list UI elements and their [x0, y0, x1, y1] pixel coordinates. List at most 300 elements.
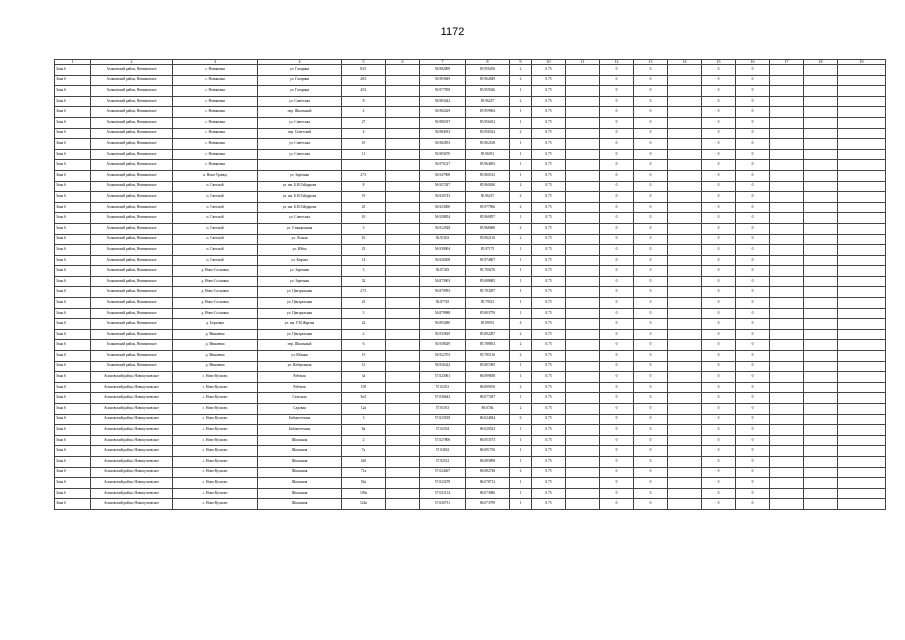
street-cell: Сельская	[258, 393, 342, 404]
col14-cell	[668, 276, 702, 287]
col14-cell	[668, 298, 702, 309]
col12-cell: 0	[600, 382, 634, 393]
col15-cell: 0	[702, 446, 736, 457]
longitude-cell: 85.803759	[466, 308, 510, 319]
col13-cell: 0	[634, 435, 668, 446]
house-cell: 10	[342, 139, 386, 150]
col6-cell	[386, 117, 420, 128]
col6-cell	[386, 393, 420, 404]
table-body	[55, 60, 886, 510]
col13-cell: 0	[634, 287, 668, 298]
volume-cell: 0.75	[532, 329, 566, 340]
col13-cell: 0	[634, 488, 668, 499]
col6-cell	[386, 181, 420, 192]
col6-cell	[386, 149, 420, 160]
longitude-cell: 86.077287	[466, 393, 510, 404]
col13-cell: 0	[634, 149, 668, 160]
count-cell: 2	[510, 65, 532, 76]
latitude-cell: 56.928854	[420, 213, 466, 224]
zone-cell: Зона 6	[55, 319, 91, 330]
col17-cell	[770, 86, 804, 97]
col17-cell	[770, 202, 804, 213]
longitude-cell: 85.785116	[466, 351, 510, 362]
longitude-cell: 85.962849	[466, 75, 510, 86]
zone-cell: Зона 6	[55, 202, 91, 213]
col18-cell	[804, 255, 838, 266]
street-cell: ул. им. Г.М.Жарова	[258, 319, 342, 330]
table-row	[55, 117, 886, 128]
latitude-cell: 57.02334	[420, 425, 466, 436]
street-cell: ул. им. Б.Н.Гайдарова	[258, 181, 342, 192]
house-cell: 42б	[342, 456, 386, 467]
col12-cell: 0	[600, 361, 634, 372]
zone-cell: Зона 6	[55, 266, 91, 277]
street-cell: Школьная	[258, 456, 342, 467]
zone-cell: Зона 6	[55, 255, 91, 266]
col14-cell	[668, 287, 702, 298]
latitude-cell: 56.938029	[420, 340, 466, 351]
latitude-cell: 56.927027	[420, 181, 466, 192]
col18-cell	[804, 488, 838, 499]
col19-cell	[838, 456, 886, 467]
col16-cell: 0	[736, 181, 770, 192]
col14-cell	[668, 192, 702, 203]
house-cell: 23	[342, 298, 386, 309]
longitude-cell: 85.960857	[466, 213, 510, 224]
latitude-cell: 56.938004	[420, 245, 466, 256]
col12-cell: 0	[600, 478, 634, 489]
zone-cell: Зона 6	[55, 234, 91, 245]
col6-cell	[386, 467, 420, 478]
street-cell: ул. Советская	[258, 213, 342, 224]
col12-cell: 0	[600, 308, 634, 319]
col19-cell	[838, 234, 886, 245]
column-number: 4	[258, 60, 342, 65]
latitude-cell: 57.036643	[420, 393, 466, 404]
longitude-cell: 85.807485	[466, 361, 510, 372]
region-cell: Асиновский район, Новиковское	[91, 361, 173, 372]
longitude-cell: 86.083898	[466, 456, 510, 467]
table-row	[55, 192, 886, 203]
col16-cell: 0	[736, 372, 770, 383]
col12-cell: 0	[600, 319, 634, 330]
volume-cell: 0.75	[532, 96, 566, 107]
registry-table	[54, 59, 886, 510]
latitude-cell: 56.977958	[420, 86, 466, 97]
col18-cell	[804, 414, 838, 425]
house-cell: 32	[342, 276, 386, 287]
volume-cell: 0.75	[532, 128, 566, 139]
count-cell: 1	[510, 435, 532, 446]
col16-cell: 0	[736, 213, 770, 224]
count-cell: 1	[510, 446, 532, 457]
street-cell: ул. Советская	[258, 117, 342, 128]
longitude-cell: 86.024844	[466, 414, 510, 425]
region-cell: Асиновский район, Новиковское	[91, 213, 173, 224]
longitude-cell: 85.700276	[466, 266, 510, 277]
settlement-cell: с. Новиковка	[173, 65, 258, 76]
col13-cell: 0	[634, 96, 668, 107]
house-cell: 6	[342, 340, 386, 351]
volume-cell: 0.75	[532, 139, 566, 150]
col11-cell	[566, 414, 600, 425]
col17-cell	[770, 319, 804, 330]
col17-cell	[770, 446, 804, 457]
table-row	[55, 329, 886, 340]
table-row	[55, 319, 886, 330]
zone-cell: Зона 6	[55, 361, 91, 372]
latitude-cell: 57.027806	[420, 435, 466, 446]
zone-cell: Зона 6	[55, 276, 91, 287]
col14-cell	[668, 128, 702, 139]
region-cell: Асиновский район, Новокусковское	[91, 414, 173, 425]
house-cell: 7а	[342, 446, 386, 457]
longitude-cell: 85.968686	[466, 223, 510, 234]
volume-cell: 0.75	[532, 287, 566, 298]
longitude-cell: 86.009106	[466, 382, 510, 393]
col17-cell	[770, 414, 804, 425]
col12-cell: 0	[600, 414, 634, 425]
table-row	[55, 86, 886, 97]
col16-cell: 0	[736, 266, 770, 277]
col11-cell	[566, 404, 600, 415]
col17-cell	[770, 160, 804, 171]
col16-cell: 0	[736, 202, 770, 213]
column-number: 17	[770, 60, 804, 65]
col11-cell	[566, 117, 600, 128]
col19-cell	[838, 223, 886, 234]
latitude-cell: 56.870993	[420, 287, 466, 298]
col16-cell: 0	[736, 170, 770, 181]
col17-cell	[770, 181, 804, 192]
region-cell: Асиновский район, Новиковское	[91, 128, 173, 139]
col18-cell	[804, 361, 838, 372]
col6-cell	[386, 234, 420, 245]
col6-cell	[386, 128, 420, 139]
col15-cell: 0	[702, 170, 736, 181]
col16-cell: 0	[736, 393, 770, 404]
house-cell: 3	[342, 414, 386, 425]
col13-cell: 0	[634, 170, 668, 181]
col13-cell: 0	[634, 382, 668, 393]
zone-cell: Зона 6	[55, 245, 91, 256]
col12-cell: 0	[600, 329, 634, 340]
col11-cell	[566, 170, 600, 181]
col12-cell: 0	[600, 435, 634, 446]
col14-cell	[668, 255, 702, 266]
col11-cell	[566, 435, 600, 446]
zone-cell: Зона 6	[55, 128, 91, 139]
column-number: 8	[466, 60, 510, 65]
col13-cell: 0	[634, 86, 668, 97]
col17-cell	[770, 467, 804, 478]
col18-cell	[804, 65, 838, 76]
latitude-cell: 57.01013	[420, 404, 466, 415]
settlement-cell: с. Ново-Кусково	[173, 446, 258, 457]
latitude-cell: 56.87745	[420, 298, 466, 309]
col15-cell: 0	[702, 372, 736, 383]
col14-cell	[668, 117, 702, 128]
col6-cell	[386, 319, 420, 330]
col13-cell: 0	[634, 160, 668, 171]
col16-cell: 0	[736, 308, 770, 319]
col18-cell	[804, 382, 838, 393]
col15-cell: 0	[702, 287, 736, 298]
region-cell: Асиновский район, Новиковское	[91, 223, 173, 234]
region-cell: Асиновский район, Новиковское	[91, 107, 173, 118]
col19-cell	[838, 404, 886, 415]
count-cell: 1	[510, 393, 532, 404]
col18-cell	[804, 287, 838, 298]
col14-cell	[668, 86, 702, 97]
region-cell: Асиновский район, Новокусковское	[91, 393, 173, 404]
zone-cell: Зона 6	[55, 488, 91, 499]
street-cell: Школьная	[258, 446, 342, 457]
count-cell: 1	[510, 425, 532, 436]
col15-cell: 0	[702, 478, 736, 489]
count-cell: 2	[510, 467, 532, 478]
volume-cell: 0.75	[532, 488, 566, 499]
region-cell: Асиновский район, Новокусковское	[91, 499, 173, 510]
col15-cell: 0	[702, 266, 736, 277]
col14-cell	[668, 160, 702, 171]
col12-cell: 0	[600, 456, 634, 467]
col16-cell: 0	[736, 107, 770, 118]
col14-cell	[668, 404, 702, 415]
col16-cell: 0	[736, 340, 770, 351]
house-cell: 2	[342, 329, 386, 340]
col15-cell: 0	[702, 351, 736, 362]
col19-cell	[838, 65, 886, 76]
col12-cell: 0	[600, 404, 634, 415]
house-cell: 105	[342, 382, 386, 393]
col19-cell	[838, 329, 886, 340]
col18-cell	[804, 499, 838, 510]
col14-cell	[668, 234, 702, 245]
count-cell: 2	[510, 202, 532, 213]
table-row	[55, 308, 886, 319]
house-cell: 8	[342, 181, 386, 192]
table-row	[55, 488, 886, 499]
region-cell: Асиновский район, Новокусковское	[91, 425, 173, 436]
col15-cell: 0	[702, 298, 736, 309]
street-cell: Библиотечная	[258, 425, 342, 436]
col16-cell: 0	[736, 192, 770, 203]
col17-cell	[770, 298, 804, 309]
street-cell: ул. Набережная	[258, 361, 342, 372]
zone-cell: Зона 6	[55, 499, 91, 510]
longitude-cell: 85.962116	[466, 234, 510, 245]
col13-cell: 0	[634, 223, 668, 234]
region-cell: Асиновский район, Новиковское	[91, 319, 173, 330]
volume-cell: 0.75	[532, 86, 566, 97]
col15-cell: 0	[702, 234, 736, 245]
col11-cell	[566, 202, 600, 213]
col19-cell	[838, 287, 886, 298]
col16-cell: 0	[736, 425, 770, 436]
street-cell: Школьная	[258, 499, 342, 510]
col6-cell	[386, 456, 420, 467]
settlement-cell: с. Ново-Кусково	[173, 467, 258, 478]
col18-cell	[804, 75, 838, 86]
col17-cell	[770, 425, 804, 436]
longitude-cell: 85.97175	[466, 245, 510, 256]
col18-cell	[804, 298, 838, 309]
latitude-cell: 56.982853	[420, 139, 466, 150]
count-cell: 1	[510, 213, 532, 224]
col11-cell	[566, 160, 600, 171]
volume-cell: 0.75	[532, 351, 566, 362]
table-row	[55, 361, 886, 372]
col13-cell: 0	[634, 192, 668, 203]
region-cell: Асиновский район, Новокусковское	[91, 478, 173, 489]
count-cell: 1	[510, 478, 532, 489]
col16-cell: 0	[736, 488, 770, 499]
col17-cell	[770, 65, 804, 76]
col15-cell: 0	[702, 223, 736, 234]
latitude-cell: 57.02331	[420, 382, 466, 393]
volume-cell: 0.75	[532, 192, 566, 203]
table-row	[55, 298, 886, 309]
col16-cell: 0	[736, 478, 770, 489]
count-cell: 2	[510, 382, 532, 393]
volume-cell: 0.75	[532, 478, 566, 489]
col6-cell	[386, 139, 420, 150]
street-cell: Рабочая	[258, 382, 342, 393]
col19-cell	[838, 340, 886, 351]
col14-cell	[668, 329, 702, 340]
col12-cell: 0	[600, 170, 634, 181]
col13-cell: 0	[634, 361, 668, 372]
col15-cell: 0	[702, 181, 736, 192]
col12-cell: 0	[600, 245, 634, 256]
col16-cell: 0	[736, 435, 770, 446]
zone-cell: Зона 6	[55, 139, 91, 150]
count-cell: 1	[510, 488, 532, 499]
volume-cell: 0.75	[532, 340, 566, 351]
table-row	[55, 107, 886, 118]
volume-cell: 0.75	[532, 266, 566, 277]
col13-cell: 0	[634, 414, 668, 425]
house-cell: 12а	[342, 404, 386, 415]
col14-cell	[668, 213, 702, 224]
col18-cell	[804, 372, 838, 383]
volume-cell: 0.75	[532, 308, 566, 319]
col18-cell	[804, 170, 838, 181]
settlement-cell: с. Ново-Кусково	[173, 499, 258, 510]
street-cell: Библиотечная	[258, 414, 342, 425]
volume-cell: 0.75	[532, 245, 566, 256]
col12-cell: 0	[600, 149, 634, 160]
longitude-cell: 85.79521	[466, 298, 510, 309]
region-cell: Асиновский район, Новиковское	[91, 276, 173, 287]
col11-cell	[566, 351, 600, 362]
col17-cell	[770, 340, 804, 351]
col16-cell: 0	[736, 298, 770, 309]
zone-cell: Зона 6	[55, 213, 91, 224]
zone-cell: Зона 6	[55, 181, 91, 192]
col15-cell: 0	[702, 467, 736, 478]
zone-cell: Зона 6	[55, 223, 91, 234]
zone-cell: Зона 6	[55, 393, 91, 404]
col14-cell	[668, 446, 702, 457]
house-cell: 27/1	[342, 287, 386, 298]
longitude-cell: 86.091756	[466, 446, 510, 457]
house-cell: 27	[342, 117, 386, 128]
col11-cell	[566, 340, 600, 351]
col14-cell	[668, 393, 702, 404]
col15-cell: 0	[702, 329, 736, 340]
col13-cell: 0	[634, 202, 668, 213]
col15-cell: 0	[702, 117, 736, 128]
col17-cell	[770, 96, 804, 107]
zone-cell: Зона 6	[55, 298, 91, 309]
col17-cell	[770, 139, 804, 150]
latitude-cell: 56.920208	[420, 255, 466, 266]
col18-cell	[804, 128, 838, 139]
col14-cell	[668, 266, 702, 277]
settlement-cell: с. Ново-Кусково	[173, 414, 258, 425]
col13-cell: 0	[634, 75, 668, 86]
col13-cell: 0	[634, 139, 668, 150]
col11-cell	[566, 361, 600, 372]
latitude-cell: 56.873903	[420, 276, 466, 287]
col18-cell	[804, 478, 838, 489]
region-cell: Асиновский район, Новиковское	[91, 160, 173, 171]
table-row	[55, 234, 886, 245]
zone-cell: Зона 6	[55, 287, 91, 298]
count-cell: 1	[510, 276, 532, 287]
col19-cell	[838, 414, 886, 425]
col17-cell	[770, 488, 804, 499]
street-cell: ул. Кирова	[258, 255, 342, 266]
col17-cell	[770, 276, 804, 287]
col12-cell: 0	[600, 446, 634, 457]
col17-cell	[770, 382, 804, 393]
col13-cell: 0	[634, 351, 668, 362]
col12-cell: 0	[600, 467, 634, 478]
col17-cell	[770, 351, 804, 362]
col16-cell: 0	[736, 86, 770, 97]
region-cell: Асиновский район, Новокусковское	[91, 404, 173, 415]
latitude-cell: 56.982009	[420, 65, 466, 76]
count-cell: 2	[510, 234, 532, 245]
volume-cell: 0.75	[532, 117, 566, 128]
longitude-cell: 85.96051	[466, 149, 510, 160]
settlement-cell: д. Минаевка	[173, 351, 258, 362]
latitude-cell: 56.984933	[420, 128, 466, 139]
table-row	[55, 160, 886, 171]
settlement-cell: п. Светлый	[173, 181, 258, 192]
table-row	[55, 372, 886, 383]
region-cell: Асиновский район, Новиковское	[91, 192, 173, 203]
col19-cell	[838, 149, 886, 160]
street-cell	[258, 160, 342, 171]
col12-cell: 0	[600, 234, 634, 245]
col14-cell	[668, 435, 702, 446]
longitude-cell: 86.078712	[466, 478, 510, 489]
col15-cell: 0	[702, 139, 736, 150]
col19-cell	[838, 308, 886, 319]
settlement-cell: с. Ново-Кусково	[173, 425, 258, 436]
col6-cell	[386, 245, 420, 256]
table-row	[55, 181, 886, 192]
col11-cell	[566, 223, 600, 234]
street-cell: ул. Советская	[258, 149, 342, 160]
col13-cell: 0	[634, 181, 668, 192]
region-cell: Асиновский район, Новиковское	[91, 340, 173, 351]
longitude-cell: 85.977966	[466, 202, 510, 213]
